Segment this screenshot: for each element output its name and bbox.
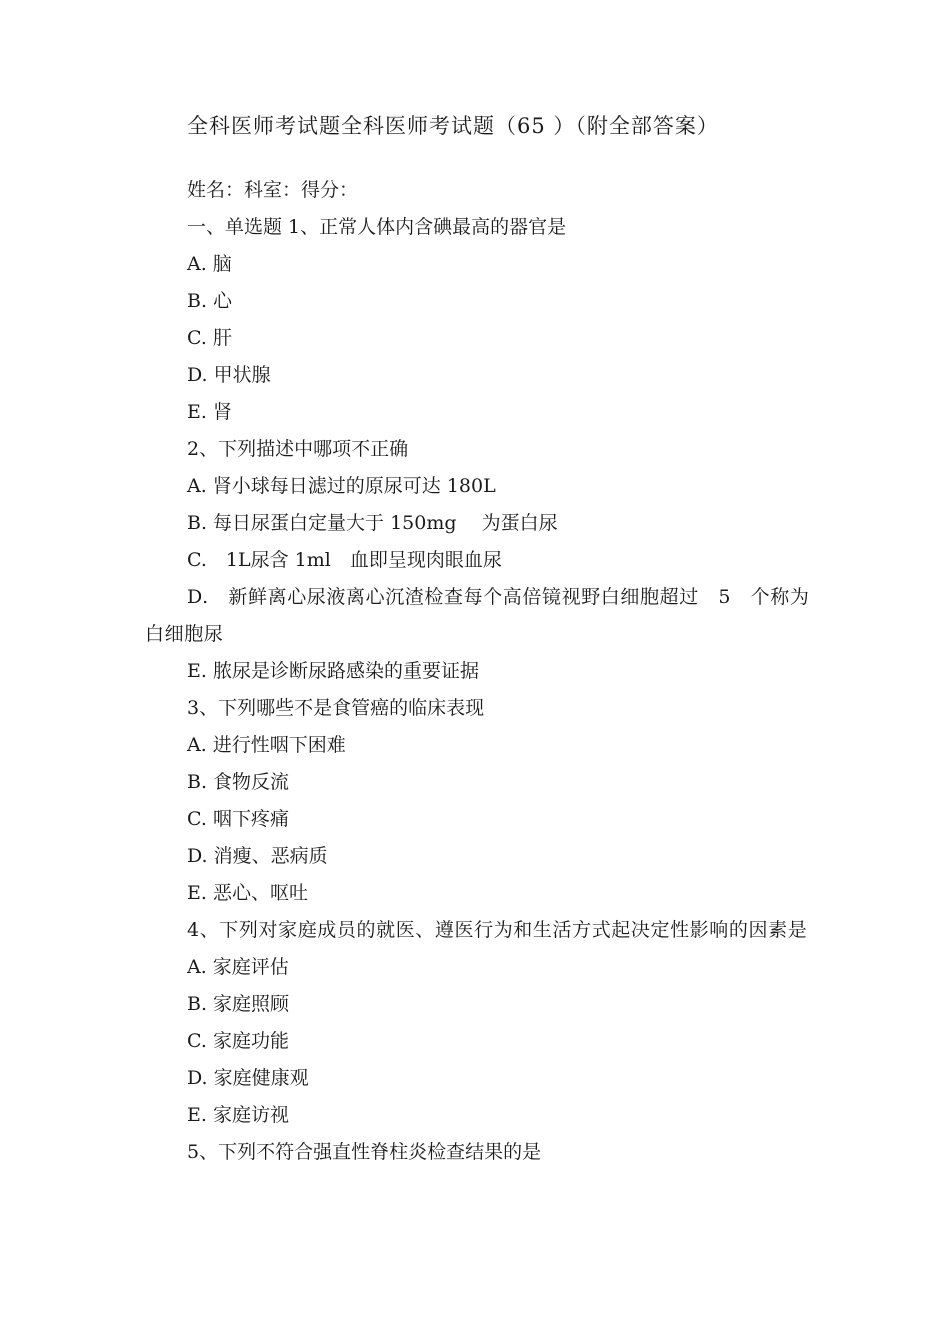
option-3e: E. 恶心、呕吐 [187,882,308,904]
option-4c: C. 家庭功能 [187,1030,289,1052]
question-5: 5、下列不符合强直性脊柱炎检查结果的是 [187,1141,542,1163]
option-3d: D. 消瘦、恶病质 [187,845,328,867]
option-1b: B. 心 [187,290,233,312]
option-1c: C. 肝 [187,327,232,349]
option-1a: A. 脑 [187,253,232,275]
option-2e: E. 脓尿是诊断尿路感染的重要证据 [187,660,479,682]
option-4b: B. 家庭照顾 [187,993,290,1015]
question-1: 一、单选题 1、正常人体内含碘最高的器官是 [187,216,567,238]
option-2c: C. 1L尿含 1ml 血即呈现肉眼血尿 [187,549,502,571]
question-2: 2、下列描述中哪项不正确 [187,438,409,460]
option-1e: E. 肾 [187,401,232,423]
option-2a: A. 肾小球每日滤过的原尿可达 180L [187,475,496,497]
header-line: 姓名：科室：得分： [187,179,359,201]
question-3: 3、下列哪些不是食管癌的临床表现 [187,697,485,719]
option-3c: C. 咽下疼痛 [187,808,289,830]
option-2d: D. 新鲜离心尿液离心沉渣检查每个高倍镜视野白细胞超过 5 个称为白细胞尿 [145,586,810,645]
option-2b: B. 每日尿蛋白定量大于 150mg 为蛋白尿 [187,512,558,534]
option-4e: E. 家庭访视 [187,1104,289,1126]
option-4a: A. 家庭评估 [187,956,289,978]
option-3b: B. 食物反流 [187,771,290,793]
option-3a: A. 进行性咽下困难 [187,734,346,756]
option-4d: D. 家庭健康观 [187,1067,309,1089]
option-1d: D. 甲状腺 [187,364,271,386]
document-body [145,172,815,1171]
question-4: 4、下列对家庭成员的就医、遵医行为和生活方式起决定性影响的因素是 [187,919,808,941]
document-title: 全科医师考试题全科医师考试题（65 ）（附全部答案） [187,114,719,138]
